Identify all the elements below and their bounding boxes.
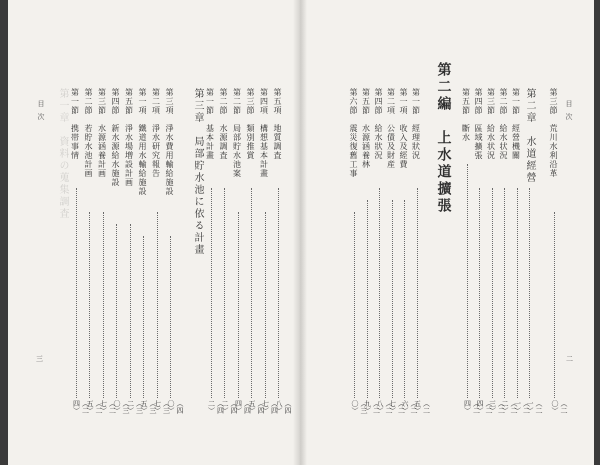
right-toc-page-number: （ 三〇 ） xyxy=(350,400,368,414)
left-toc-page-number: （ 四四 ） xyxy=(234,400,252,414)
left-toc-leader xyxy=(170,236,171,398)
right-toc-page-number: （ 二六 ） xyxy=(400,400,418,414)
right-toc-page-number: （ 二九 ） xyxy=(363,400,381,414)
left-toc-leader xyxy=(130,224,131,398)
left-toc-title: 第五節 淨水場増設計画 xyxy=(124,88,134,187)
right-toc-title: 第四節 給水狀況 xyxy=(374,88,383,160)
left-toc-page-number: （ 二七 ） xyxy=(99,400,117,414)
right-toc-title: 第一節 經營機關 xyxy=(511,88,521,160)
right-toc-page-number: （ 二八 ） xyxy=(375,400,393,414)
right-toc-leader xyxy=(479,188,480,398)
right-toc-title: 第五節 水源涵養林 xyxy=(361,88,371,169)
right-toc-leader xyxy=(504,188,505,398)
left-toc-title: 第一節 基本計畫 xyxy=(205,88,215,160)
right-toc-title: 第四節 區域擴張 xyxy=(474,88,483,160)
left-toc-leader xyxy=(251,188,252,398)
right-toc-page-number: （ 二二 ） xyxy=(500,400,518,414)
right-toc-title: 第三節 荒川水利沿革 xyxy=(549,88,558,178)
right-toc-page-number: （ 二四 ） xyxy=(463,400,481,414)
left-toc-page-number: （ 三〇 ） xyxy=(112,400,130,414)
right-toc-leader xyxy=(492,188,493,398)
right-toc-page-number: （ 二三 ） xyxy=(488,400,506,414)
left-toc-leader xyxy=(143,236,144,398)
left-toc-page-number: （ 四二 ） xyxy=(220,400,238,414)
left-toc-leader xyxy=(116,224,117,398)
left-page-header: 目次 xyxy=(37,100,45,126)
right-toc-leader xyxy=(354,212,355,398)
left-toc-title: 第三章 局部貯水池に依る計畫 xyxy=(192,88,203,256)
right-toc-page-number: （ 二五 ） xyxy=(413,400,431,414)
left-toc-leader xyxy=(157,212,158,398)
right-toc-leader xyxy=(554,212,555,398)
left-toc-page-number: （ 四七 ） xyxy=(261,400,279,414)
left-toc-page-number: （ 四五 ） xyxy=(247,400,265,414)
left-toc-page-number: （ 三二 ） xyxy=(126,400,144,414)
right-toc-leader xyxy=(517,188,518,398)
left-toc-title: 第一章 資料の蒐集調査 xyxy=(57,88,68,220)
right-toc-title: 第三節 給水状況 xyxy=(486,88,496,160)
left-toc-leader xyxy=(278,188,279,398)
right-toc-page-number: （ 二七 ） xyxy=(388,400,406,414)
right-toc-title: 第六節 震災復舊工事 xyxy=(349,88,358,178)
left-page-number: 三 xyxy=(36,355,43,363)
left-toc-page-number: （ 二五 ） xyxy=(85,400,103,414)
right-page-number: 二 xyxy=(566,355,573,363)
right-toc-leader xyxy=(529,188,530,398)
left-toc-title: 第四項 構想基本計畫 xyxy=(259,88,269,178)
right-toc-title: 第二章 水道經營 xyxy=(524,88,535,184)
left-toc-title: 第一項 鐵道用水輸給施設 xyxy=(138,88,147,196)
left-toc-leader xyxy=(265,212,266,398)
left-toc-page-number: （ 二四 ） xyxy=(72,400,90,414)
right-toc-leader xyxy=(392,200,393,398)
right-toc-leader xyxy=(467,164,468,398)
left-toc-leader xyxy=(224,188,225,398)
right-toc-title: 第五節 斷水 xyxy=(461,88,471,142)
left-toc-page-number: （ 四〇 ） xyxy=(166,400,184,414)
left-toc-leader xyxy=(238,212,239,398)
left-toc-page-number: （ 三五 ） xyxy=(139,400,157,414)
right-toc-page-number: （ 二四 ） xyxy=(475,400,493,414)
right-toc-leader xyxy=(379,188,380,398)
book-gutter xyxy=(293,0,307,465)
right-toc-title: 第一節 經理狀況 xyxy=(411,88,421,160)
left-toc-title: 第三項 淨水費用輸給施設 xyxy=(165,88,174,196)
left-toc-title: 第四節 新水源給水施設 xyxy=(111,88,120,187)
left-toc-title: 第五項 地質調査 xyxy=(273,88,282,160)
left-toc-leader xyxy=(211,188,212,398)
right-toc-leader xyxy=(417,188,418,398)
right-toc-title: 第二節 給水状況 xyxy=(499,88,508,160)
right-toc-page-number: （ 二〇 ） xyxy=(550,400,568,414)
left-toc-title: 第一節 携帯事情 xyxy=(70,88,80,160)
left-toc-title: 第三節 水源涵養計画 xyxy=(97,88,107,178)
right-toc-title: 第一項 收入及經費 xyxy=(399,88,408,169)
left-toc-page-number: （ 四八 ） xyxy=(274,400,292,414)
left-toc-page-number: （ 三七 ） xyxy=(153,400,171,414)
left-toc-leader xyxy=(103,212,104,398)
left-toc-title: 第三節 類別推賞 xyxy=(246,88,255,160)
left-toc-title: 第二節 水源調査 xyxy=(219,88,228,160)
left-toc-leader xyxy=(89,212,90,398)
left-toc-title: 第二節 局部貯水池案 xyxy=(232,88,242,178)
left-toc-leader xyxy=(76,188,77,398)
right-toc-page-number: （ 二一 ） xyxy=(513,400,531,414)
right-toc-title: 第二編 上水道擴張 xyxy=(435,62,452,215)
right-page-header: 目次 xyxy=(565,100,573,126)
right-toc-leader xyxy=(404,200,405,398)
right-toc-page-number: （ 二一 ） xyxy=(525,400,543,414)
right-toc-leader xyxy=(367,200,368,398)
left-toc-title: 第二項 淨水研究報告 xyxy=(151,88,161,178)
left-page xyxy=(8,0,300,465)
left-toc-title: 第二節 若貯水池計画 xyxy=(84,88,93,178)
right-toc-title: 第二項 公債及財産 xyxy=(386,88,396,169)
left-toc-page-number: （ 四二 ） xyxy=(207,400,225,414)
right-page xyxy=(300,0,594,465)
